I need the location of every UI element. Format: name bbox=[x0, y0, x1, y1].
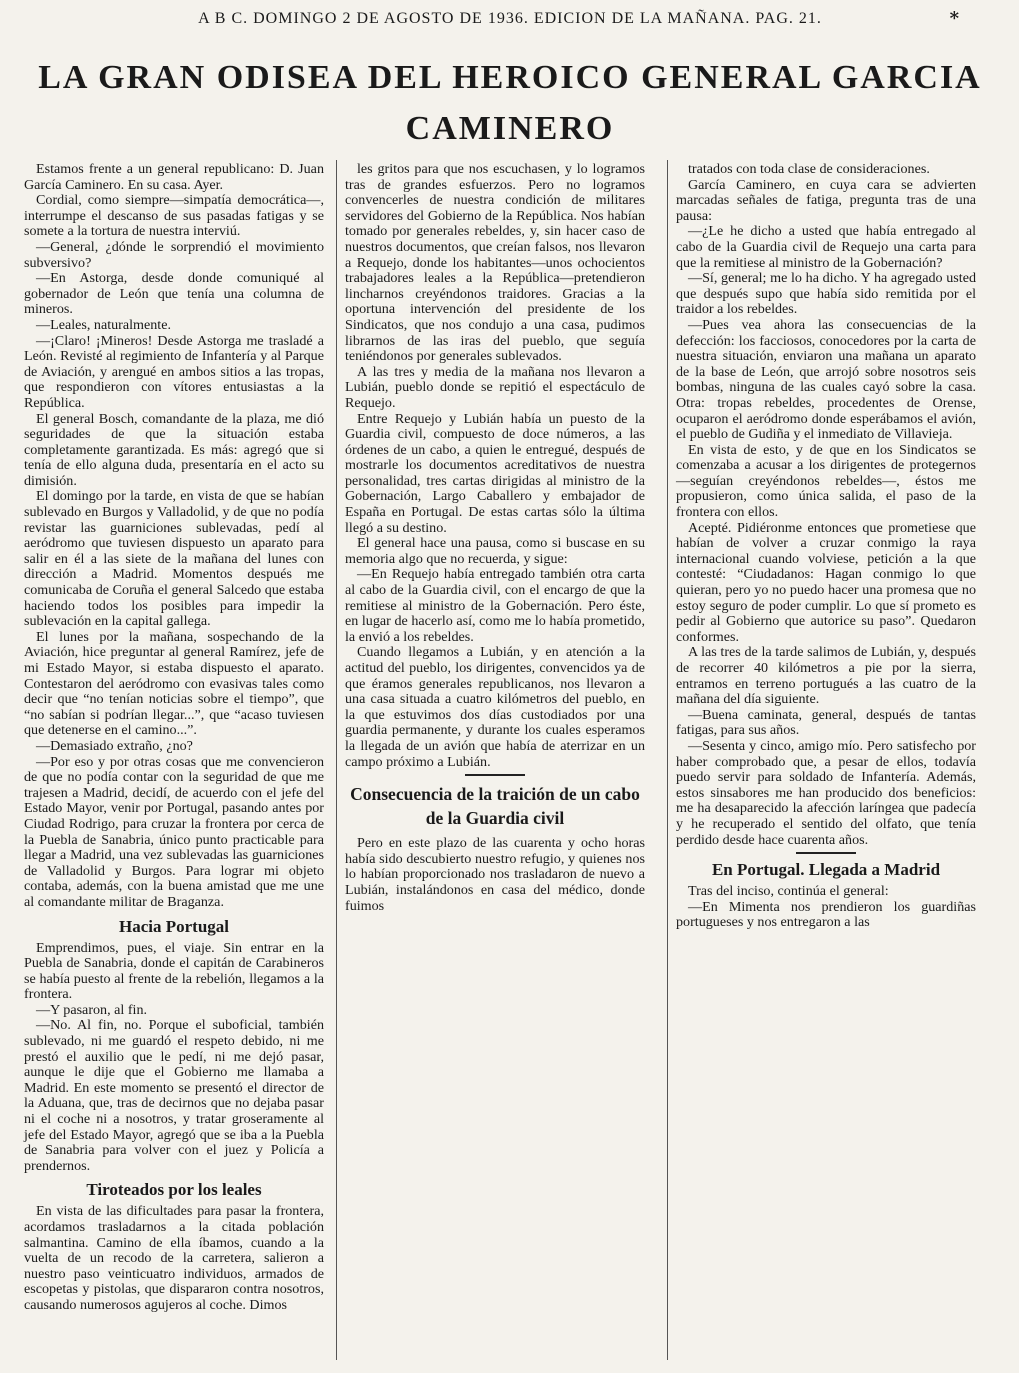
subheading: Tiroteados por los leales bbox=[86, 1180, 262, 1200]
subheading: En Portugal. Llegada a Madrid bbox=[711, 860, 941, 880]
paragraph: les gritos para que nos escuchasen, y lo logramos tras de grandes esfuerzos. Pero no logramos convencerles de nuestra condición de militares servidores del Gobierno de la República. Nos habían tomado por generales rebeldes, y, sin hacer caso de nuestros documentos, que creían falsos, nos llevaron a Requejo, donde los habitantes—unos ochocientos trabajadores leales a la República—pretendieron lincharnos creyéndonos traidores. Gracias a la oportuna intervención del presidente de los Sindicatos, que nos condujo a una casa, pudimos librarnos de las iras del pueblo, que seguía teniéndonos por generales sublevados. bbox=[345, 161, 645, 365]
paragraph: El general Bosch, comandante de la plaza, me dió seguridades de que la situación estaba completamente garantizada. Es más: agregó que si tenía de ello alguna duda, presentaría en el acto su dimisión. bbox=[24, 410, 324, 489]
column-rule bbox=[667, 160, 668, 1360]
headline: LA GRAN ODISEA DEL HEROICO GENERAL GARCIA CAMINERO bbox=[38, 59, 982, 147]
column-2 bbox=[345, 162, 645, 914]
paragraph: En vista de las dificultades para pasar la frontera, acordamos trasladarnos a la citada población salmantina. Camino de ella íbamos, cuando a la vuelta de un recodo de la carretera, salieron a nuestro paso veinticuatro individuos, armados de escopetas y pistolas, que dispararon contra nosotros, causando numerosos agujeros al coche. Dimos bbox=[24, 1203, 324, 1313]
separator bbox=[465, 774, 525, 776]
paragraph: Cuando llegamos a Lubián, y en atención a la actitud del pueblo, los dirigentes, convencidos ya de que éramos generales republicanos, nos llevaron a una casa situada a cuatro kilómetros del pueblo, en la que estuvimos dos días custodiados por una guardia permanente, y durante los cuales esperamos la llegada de un avión que había de aterrizar en un campo próximo a Lubián. bbox=[345, 644, 645, 770]
paragraph: El general hace una pausa, como si buscase en su memoria algo que no recuerda, y sigue: bbox=[345, 535, 645, 567]
paragraph: El domingo por la tarde, en vista de que se habían sublevado en Burgos y Valladolid, y de que no podía revistar las guarniciones sublevadas, pedí al aeródromo que tuviesen dispuesto un aparato para salir en él a las siete de la mañana del lunes con dirección a Madrid. Momentos después me comunicaba de Coruña el general Salcedo que estaba haciendo todos los posibles para impedir la sublevación en la capital gallega. bbox=[24, 488, 324, 630]
paragraph: —En Requejo había entregado también otra carta al cabo de la Guardia civil, con el encargo de que la remitiese al ministro de la Gobernación. Pero éste, en lugar de hacerlo así, como me lo había prometido, la envió a los rebeldes. bbox=[345, 566, 645, 645]
paragraph: —Por eso y por otras cosas que me convencieron de que no podía contar con la seguridad de que me trajesen a Madrid, decidí, de acuerdo con el jefe del Estado Mayor, venir por Portugal, pasando antes por Ciudad Rodrigo, para cruzar la frontera por cerca de la Puebla de Sanabria, único punto practicable para llegar a Madrid, una vez sublevadas las guarniciones de Valladolid y Burgos. Para lograr mi objeto contaba, además, con la buena amistad que me une al comandante militar de Braganza. bbox=[24, 753, 324, 910]
subheading: Consecuencia de la traición de un cabo de la Guardia civil bbox=[350, 784, 640, 829]
paragraph: —Leales, naturalmente. bbox=[36, 316, 172, 333]
paragraph: A las tres y media de la mañana nos llevaron a Lubián, pueblo donde se repitió el espectáculo de Requejo. bbox=[345, 363, 645, 411]
star-mark: * bbox=[949, 8, 959, 29]
paragraph: Entre Requejo y Lubián había un puesto de la Guardia civil, compuesto de doce números, a las órdenes de un cabo, a quien le entregué, después de mostrarle los documentos acreditativos de nuestra personalidad, tres cartas dirigidas al ministro de la Gobernación, Largo Caballero y embajador de España en Portugal. De estas cartas sólo la última llegó a su destino. bbox=[345, 410, 645, 536]
column-1 bbox=[24, 162, 324, 1314]
column-rule bbox=[336, 160, 337, 1360]
paragraph: —Y pasaron, al fin. bbox=[36, 1001, 148, 1018]
paragraph: —Sí, general; me lo ha dicho. Y ha agregado usted que después supo que había sido remitida por el traidor a los rebeldes. bbox=[676, 270, 976, 318]
paragraph: —En Astorga, desde donde comuniqué al gobernador de León que tenía una columna de mineros. bbox=[24, 270, 324, 318]
paragraph: —¿Le he dicho a usted que había entregado al cabo de la Guardia civil de Requejo una carta para que la remitiese al ministro de la Gobernación? bbox=[676, 223, 976, 271]
paragraph: —¡Claro! ¡Mineros! Desde Astorga me trasladé a León. Revisté al regimiento de Infantería y al Parque de Aviación, y arengué en ambos sitios a las tropas, que respondieron con vítores entusiastas a la República. bbox=[24, 332, 324, 411]
paragraph: —Sesenta y cinco, amigo mío. Pero satisfecho por haber comprobado que, a pesar de ellos, todavía puedo servir para soldado de Infantería. Además, estos sinsabores me han producido dos beneficios: me ha desaparecido la afección laríngea que padecía y he recuperado el sentido del olfato, que tenía perdido desde hace cuarenta años. bbox=[676, 737, 976, 848]
paragraph: A las tres de la tarde salimos de Lubián, y, después de recorrer 40 kilómetros a pie por la sierra, entramos en terreno portugués a las cuatro de la mañana del día siguiente. bbox=[676, 644, 976, 708]
paragraph: Acepté. Pidiéronme entonces que prometiese que habían de volver a cruzar conmigo la raya internacional cuando volviese, petición a la que contesté: “Ciudadanos: Hagan conmigo lo que quieran, pero yo no puedo hacer una promesa que no estoy seguro de poder cumplir. Lo que sí prometo es pedir al Gobierno que autorice su paso”. Quedaron conformes. bbox=[676, 519, 976, 645]
paragraph: —General, ¿dónde le sorprendió el movimiento subversivo? bbox=[24, 238, 324, 271]
column-3 bbox=[676, 162, 976, 931]
paragraph: El lunes por la mañana, sospechando de la Aviación, hice preguntar al general Ramírez, jefe de mi Estado Mayor, si estaba dispuesto el aparato. Contestaron del aeródromo con evasivas tales como decir que “no tenían noticias sobre el tiempo”, que “no sabían si podrían llegar...”, que “acaso tuviesen que detenerse en el camino...”. bbox=[24, 628, 324, 739]
subheading: Hacia Portugal bbox=[118, 916, 229, 936]
paragraph: Pero en este plazo de las cuarenta y ocho horas había sido descubierto nuestro refugio, y quienes nos lo habían proporcionado nos trasladaron de nuevo a Lubián, instalándonos en casa del médico, donde fuimos bbox=[345, 835, 645, 914]
paragraph: —Demasiado extraño, ¿no? bbox=[36, 737, 193, 754]
paragraph: García Caminero, en cuya cara se advierten marcadas señales de fatiga, pregunta tras de una pausa: bbox=[676, 176, 976, 224]
paragraph: Tras del inciso, continúa el general: bbox=[688, 883, 889, 900]
paragraph: Estamos frente a un general republicano: D. Juan García Caminero. En su casa. Ayer. bbox=[24, 161, 324, 193]
paragraph: tratados con toda clase de consideraciones. bbox=[688, 161, 930, 177]
separator bbox=[796, 852, 856, 854]
paragraph: Cordial, como siempre—simpatía democrática—, interrumpe el descanso de sus pasadas fatigas y se somete a la tortura de nuestra interviú. bbox=[24, 192, 324, 240]
paragraph: —No. Al fin, no. Porque el suboficial, también sublevado, ni me guardó el respeto debido, ni me prestó el auxilio que le pedí, ni me dejó pasar, aunque le dije que el Gobierno me llamaba a Madrid. En este momento se presentó el director de la Aduana, que, tras de decirnos que no dejaba pasar ni el coche ni a nosotros, y tratar groseramente al jefe del Estado Mayor, agregó que se iba a la Puebla de Sanabria para volver con el juez y Policía a prendernos. bbox=[24, 1017, 324, 1174]
paragraph: —Pues vea ahora las consecuencias de la defección: los facciosos, conocedores por la carta de nuestra situación, enviaron una mañana un aparato de la base de León, que arrojó sobre nosotros seis bombas, ninguna de las cuales cayó sobre la casa. Otra: tropas rebeldes, procedentes de Orense, ocuparon el aeródromo donde esperábamos el avión, el pueblo de Gudiña y el inmediato de Villavieja. bbox=[676, 316, 976, 443]
paragraph: En vista de esto, y de que en los Sindicatos se comenzaba a acusar a los dirigentes de protegernos—seguían creyéndonos rebeldes—, éstos me propusieron, como única salida, el paso de la frontera con ellos. bbox=[676, 441, 976, 521]
masthead: A B C. DOMINGO 2 DE AGOSTO DE 1936. EDICION DE LA MAÑANA. PAG. 21. bbox=[198, 10, 822, 27]
paragraph: —En Mimenta nos prendieron los guardiñas portugueses y nos entregaron a las bbox=[676, 898, 976, 931]
paragraph: Emprendimos, pues, el viaje. Sin entrar en la Puebla de Sanabria, donde el capitán de Carabineros se había puesto al frente de la rebelión, llegamos a la frontera. bbox=[24, 939, 324, 1003]
paragraph: —Buena caminata, general, después de tantas fatigas, para sus años. bbox=[676, 706, 976, 739]
